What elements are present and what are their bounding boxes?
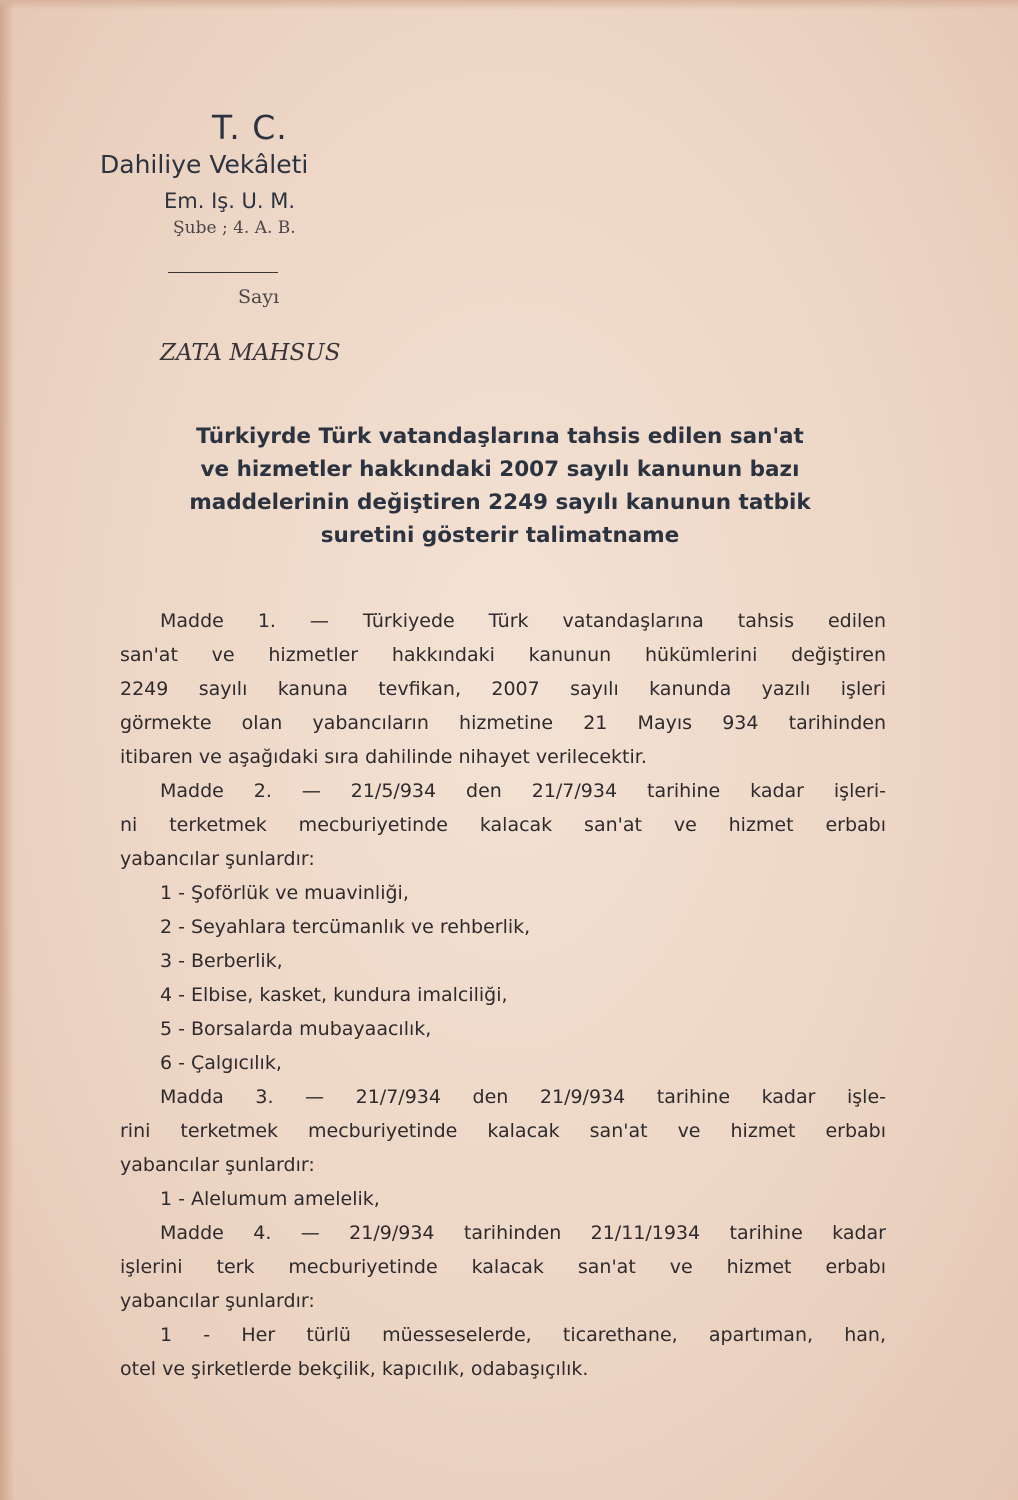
header-department: Em. Iş. U. M. bbox=[164, 189, 296, 213]
article-2-line: ni terketmek mecburiyetinde kalacak san'at ve hizmet erbabı bbox=[120, 814, 886, 836]
article-4-item: 1 - Her türlü müesseselerde, ticarethane, apartıman, han, bbox=[160, 1324, 886, 1346]
article-2-item: 1 - Şoförlük ve muavinliği, bbox=[160, 882, 409, 904]
page-edge-shadow bbox=[0, 0, 14, 1500]
article-4-line: yabancılar şunlardır: bbox=[120, 1290, 315, 1312]
header-republic: T. C. bbox=[212, 108, 288, 147]
document-body bbox=[120, 604, 886, 1386]
article-1-line: san'at ve hizmetler hakkındaki kanunun hükümlerini değiştiren bbox=[120, 644, 886, 666]
article-1-line: itibaren ve aşağıdaki sıra dahilinde nihayet verilecektir. bbox=[120, 746, 647, 768]
article-4-item: otel ve şirketlerde bekçilik, kapıcılık, odabaşıçılık. bbox=[120, 1358, 589, 1380]
title-line: suretini gösterir talimatname bbox=[320, 523, 680, 548]
title-line: ve hizmetler hakkındaki 2007 sayılı kanunun bazı bbox=[200, 457, 800, 482]
article-1-line: 2249 sayılı kanuna tevfikan, 2007 sayılı kanunda yazılı işleri bbox=[120, 678, 886, 700]
header-restriction: ZATA MAHSUS bbox=[160, 340, 341, 366]
article-3-line: rini terketmek mecburiyetinde kalacak san'at ve hizmet erbabı bbox=[120, 1120, 886, 1142]
article-2-line: Madde 2. — 21/5/934 den 21/7/934 tarihine kadar işleri- bbox=[160, 780, 886, 802]
document-title bbox=[100, 420, 900, 552]
header-branch: Şube ; 4. A. B. bbox=[173, 218, 296, 238]
article-4-line: işlerini terk mecburiyetinde kalacak san'at ve hizmet erbabı bbox=[120, 1256, 886, 1278]
article-3-item: 1 - Alelumum amelelik, bbox=[160, 1188, 380, 1210]
article-2-item: 2 - Seyahlara tercümanlık ve rehberlik, bbox=[160, 916, 531, 938]
article-2-item: 6 - Çalgıcılık, bbox=[160, 1052, 282, 1074]
header-ministry: Dahiliye Vekâleti bbox=[100, 150, 309, 179]
article-1-line: Madde 1. — Türkiyede Türk vatandaşlarına tahsis edilen bbox=[160, 610, 886, 632]
article-3-line: yabancılar şunlardır: bbox=[120, 1154, 315, 1176]
header-number-label: Sayı bbox=[238, 286, 280, 308]
title-line: Türkiyrde Türk vatandaşlarına tahsis edilen san'at bbox=[196, 424, 804, 449]
number-underline bbox=[168, 272, 278, 273]
article-2-item: 4 - Elbise, kasket, kundura imalciliği, bbox=[160, 984, 508, 1006]
article-4-line: Madde 4. — 21/9/934 tarihinden 21/11/1934 tarihine kadar bbox=[160, 1222, 886, 1244]
article-2-item: 3 - Berberlik, bbox=[160, 950, 283, 972]
article-3-line: Madda 3. — 21/7/934 den 21/9/934 tarihine kadar işle- bbox=[160, 1086, 886, 1108]
title-line: maddelerinin değiştiren 2249 sayılı kanunun tatbik bbox=[189, 490, 811, 515]
page-edge-shadow-top bbox=[0, 0, 1018, 10]
article-1-line: görmekte olan yabancıların hizmetine 21 Mayıs 934 tarihinden bbox=[120, 712, 886, 734]
article-2-line: yabancılar şunlardır: bbox=[120, 848, 315, 870]
article-2-item: 5 - Borsalarda mubayaacılık, bbox=[160, 1018, 432, 1040]
